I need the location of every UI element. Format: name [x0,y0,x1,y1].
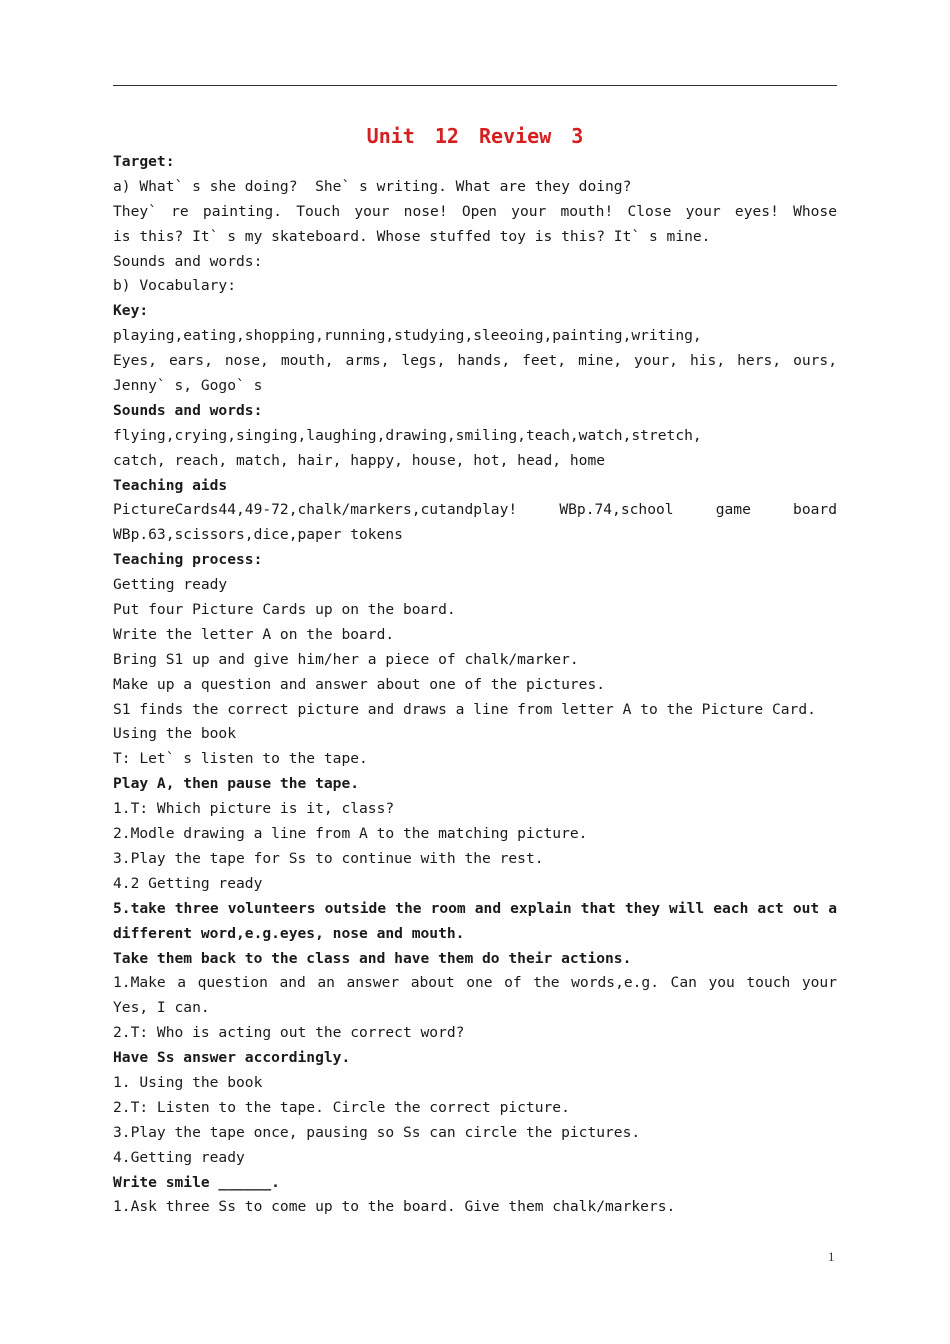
doc-line: 3.Play the tape for Ss to continue with the rest. [113,849,544,867]
doc-line: They` re painting. Touch your nose! Open your mouth! Close your eyes! Whose [113,202,837,220]
doc-line: 5.take three volunteers outside the room and explain that they will each act out a [113,899,837,917]
doc-line: Sounds and words: [113,252,263,270]
doc-line: PictureCards44,49-72,chalk/markers,cutandplay! WBp.74,school game board [113,501,837,519]
doc-line: a) What` s she doing? She` s writing. What are they doing? [113,177,632,195]
doc-line: Put four Picture Cards up on the board. [113,601,456,619]
doc-line: Have Ss answer accordingly. [113,1049,351,1067]
doc-line: b) Vocabulary: [113,277,237,295]
header-rule [113,85,837,86]
doc-line: 1.T: Which picture is it, class? [113,800,395,818]
doc-line: Teaching process: [113,551,263,569]
doc-line: 3.Play the tape once, pausing so Ss can circle the pictures. [113,1123,641,1141]
doc-line: 1.Make a question and an answer about one of the words,e.g. Can you touch your [113,974,837,992]
doc-line: 2.T: Who is acting out the correct word? [113,1024,465,1042]
doc-line: T: Let` s listen to the tape. [113,750,368,768]
doc-line: different word,e.g.eyes, nose and mouth. [113,924,465,942]
doc-line: WBp.63,scissors,dice,paper tokens [113,526,403,544]
doc-line: 1. Using the book [113,1073,263,1091]
doc-line: 2.T: Listen to the tape. Circle the correct picture. [113,1098,570,1116]
doc-line: playing,eating,shopping,running,studying,sleeoing,painting,writing, [113,327,702,345]
doc-line: Play A, then pause the tape. [113,775,360,793]
doc-line: 4.2 Getting ready [113,874,263,892]
doc-line: Key: [113,302,149,320]
page-number: 1 [828,1249,835,1264]
doc-line: Getting ready [113,576,228,594]
doc-line: Sounds and words: [113,401,263,419]
doc-line: S1 finds the correct picture and draws a line from letter A to the Picture Card. [113,700,816,718]
doc-line: flying,crying,singing,laughing,drawing,smiling,teach,watch,stretch, [113,426,702,444]
document-body [113,150,837,1220]
doc-line: 4.Getting ready [113,1148,245,1166]
doc-line: Jenny` s, Gogo` s [113,377,263,395]
doc-line: Eyes, ears, nose, mouth, arms, legs, hands, feet, mine, your, his, hers, ours, [113,352,837,370]
doc-line: Using the book [113,725,237,743]
doc-line: 1.Ask three Ss to come up to the board. Give them chalk/markers. [113,1198,676,1216]
doc-line: Write smile ______. [113,1173,280,1191]
doc-line: Bring S1 up and give him/her a piece of chalk/marker. [113,650,579,668]
doc-line: catch, reach, match, hair, happy, house, hot, head, home [113,451,606,469]
doc-line: Make up a question and answer about one of the pictures. [113,675,606,693]
doc-line: Teaching aids [113,476,228,494]
doc-line: Target: [113,153,175,170]
page-title: Unit 12 Review 3 [366,124,584,148]
doc-line: Write the letter A on the board. [113,625,395,643]
doc-line: 2.Modle drawing a line from A to the matching picture. [113,825,588,843]
doc-line: Yes, I can. [113,999,210,1017]
doc-line: Take them back to the class and have them do their actions. [113,949,632,967]
doc-line: is this? It` s my skateboard. Whose stuffed toy is this? It` s mine. [113,227,711,245]
